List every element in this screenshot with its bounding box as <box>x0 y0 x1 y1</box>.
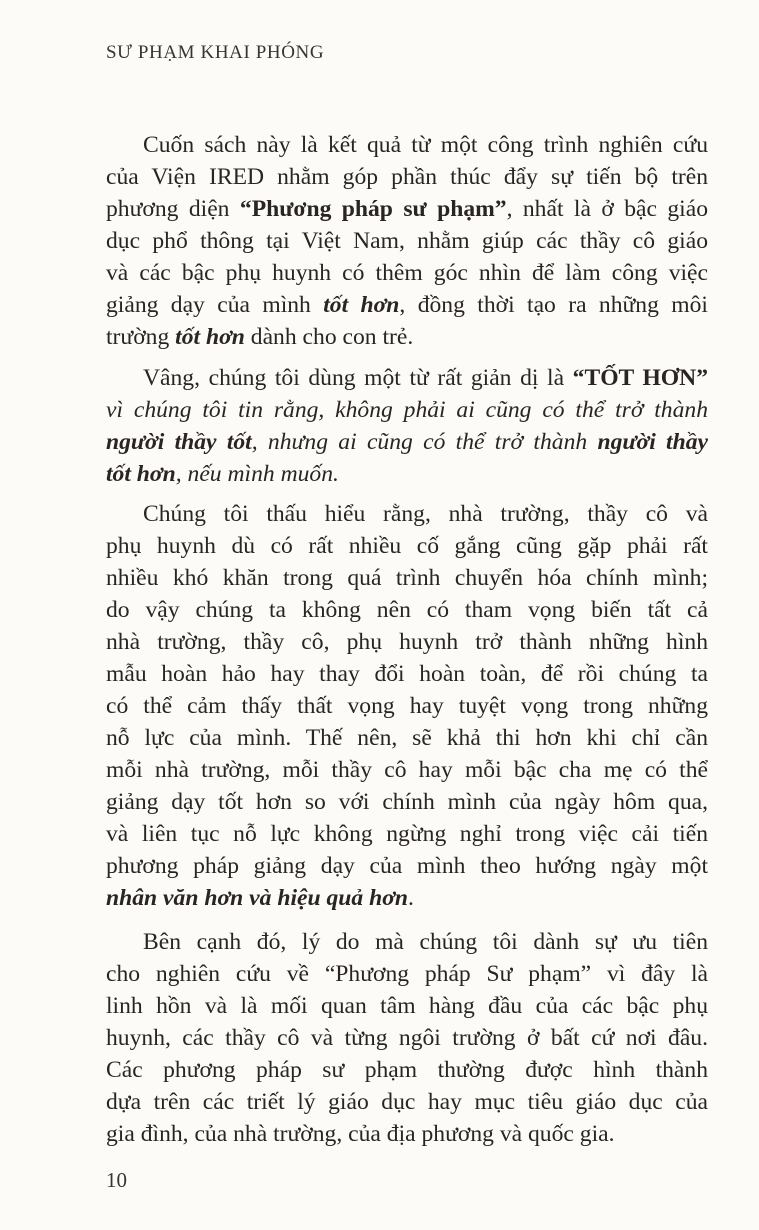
text-line <box>106 226 708 256</box>
text-line <box>106 991 708 1021</box>
text-segment: mẫu hoàn hảo hay thay đổi hoàn toàn, để rồi chúng ta <box>106 661 708 687</box>
text-line <box>106 322 708 352</box>
text-line <box>106 531 708 561</box>
text-segment: tốt hơn <box>323 292 400 318</box>
text-segment: có thể cảm thấy thất vọng hay tuyệt vọng trong những <box>106 693 708 719</box>
text-line <box>106 1023 708 1053</box>
text-line <box>106 723 708 753</box>
text-segment: linh hồn và là mối quan tâm hàng đầu của các bậc phụ <box>106 993 708 1019</box>
text-segment: giảng dạy của mình <box>106 292 324 318</box>
text-segment: , đồng thời tạo ra những môi <box>399 292 708 318</box>
text-segment: phương diện <box>106 196 240 222</box>
text-segment: huynh, các thầy cô và từng ngôi trường ở bất cứ nơi đâu. <box>106 1025 708 1051</box>
text-segment: dựa trên các triết lý giáo dục hay mục tiêu giáo dục của <box>106 1089 708 1115</box>
text-segment: phương pháp giảng dạy của mình theo hướng ngày một <box>106 853 708 879</box>
text-line <box>106 819 708 849</box>
text-segment: phụ huynh dù có rất nhiều cố gắng cũng gặp phải rất <box>106 533 708 559</box>
text-line <box>106 627 708 657</box>
text-line <box>106 595 708 625</box>
text-line <box>106 691 708 721</box>
text-line <box>143 130 708 160</box>
text-segment: nhân văn hơn và hiệu quả hơn <box>106 885 409 911</box>
text-line <box>143 363 708 393</box>
text-segment: Cuốn sách này là kết quả từ một công trình nghiên cứu <box>143 132 708 158</box>
text-segment: mỗi nhà trường, mỗi thầy cô hay mỗi bậc cha mẹ có thể <box>106 757 708 783</box>
text-line <box>106 659 708 689</box>
running-header: SƯ PHẠM KHAI PHÓNG <box>106 42 325 63</box>
text-segment: dành cho con trẻ. <box>244 324 414 350</box>
text-segment: dục phổ thông tại Việt Nam, nhằm giúp các thầy cô giáo <box>106 228 708 254</box>
text-segment: , nhất là ở bậc giáo <box>506 196 708 222</box>
text-segment: vì chúng tôi tin rằng, không phải ai cũng có thể trở thành <box>106 397 708 423</box>
text-line <box>143 927 708 957</box>
text-segment: người thầy <box>597 429 709 455</box>
text-segment: nỗ lực của mình. Thế nên, sẽ khả thi hơn khi chỉ cần <box>106 725 708 751</box>
text-line <box>106 162 708 192</box>
text-segment: do vậy chúng ta không nên có tham vọng biến tất cả <box>106 597 708 623</box>
text-segment: và các bậc phụ huynh có thêm góc nhìn để làm công việc <box>106 260 708 286</box>
text-line <box>143 499 708 529</box>
text-segment: gia đình, của nhà trường, của địa phương và quốc gia. <box>106 1121 615 1147</box>
text-segment: “TỐT HƠN” <box>572 365 708 391</box>
text-segment: nhà trường, thầy cô, phụ huynh trở thành những hình <box>106 629 708 655</box>
text-line <box>106 959 708 989</box>
text-line <box>106 258 708 288</box>
text-line <box>106 883 708 913</box>
text-segment: tốt hơn <box>106 461 176 487</box>
page-number: 10 <box>106 1168 127 1192</box>
text-line <box>106 1055 708 1085</box>
text-segment: của Viện IRED nhằm góp phần thúc đẩy sự tiến bộ trên <box>106 164 708 190</box>
text-line <box>106 427 708 457</box>
text-segment: Bên cạnh đó, lý do mà chúng tôi dành sự ưu tiên <box>143 929 708 955</box>
text-line <box>106 755 708 785</box>
text-segment: giảng dạy tốt hơn so với chính mình của ngày hôm qua, <box>106 789 708 815</box>
text-segment: tốt hơn <box>175 324 245 350</box>
text-segment: và liên tục nỗ lực không ngừng nghỉ trong việc cải tiến <box>106 821 708 847</box>
text-line <box>106 851 708 881</box>
text-segment: , nếu mình muốn. <box>175 461 339 487</box>
text-segment: cho nghiên cứu về “Phương pháp Sư phạm” vì đây là <box>106 961 708 987</box>
text-segment: người thầy tốt <box>106 429 252 455</box>
text-segment: trường <box>106 324 176 350</box>
text-line <box>106 290 708 320</box>
text-line <box>106 1087 708 1117</box>
text-segment: , nhưng ai cũng có thể trở thành <box>251 429 598 455</box>
text-line <box>106 563 708 593</box>
text-segment: “Phương pháp sư phạm” <box>239 196 507 222</box>
text-segment: Các phương pháp sư phạm thường được hình thành <box>106 1057 708 1083</box>
text-segment: Vâng, chúng tôi dùng một từ rất giản dị là <box>143 365 573 391</box>
text-line <box>106 395 708 425</box>
text-segment: Chúng tôi thấu hiểu rằng, nhà trường, thầy cô và <box>143 501 708 527</box>
text-segment: nhiều khó khăn trong quá trình chuyển hóa chính mình; <box>106 565 708 591</box>
text-segment: . <box>408 885 414 911</box>
text-line <box>106 787 708 817</box>
text-line <box>106 459 708 489</box>
text-line <box>106 194 708 224</box>
text-line <box>106 1119 708 1149</box>
